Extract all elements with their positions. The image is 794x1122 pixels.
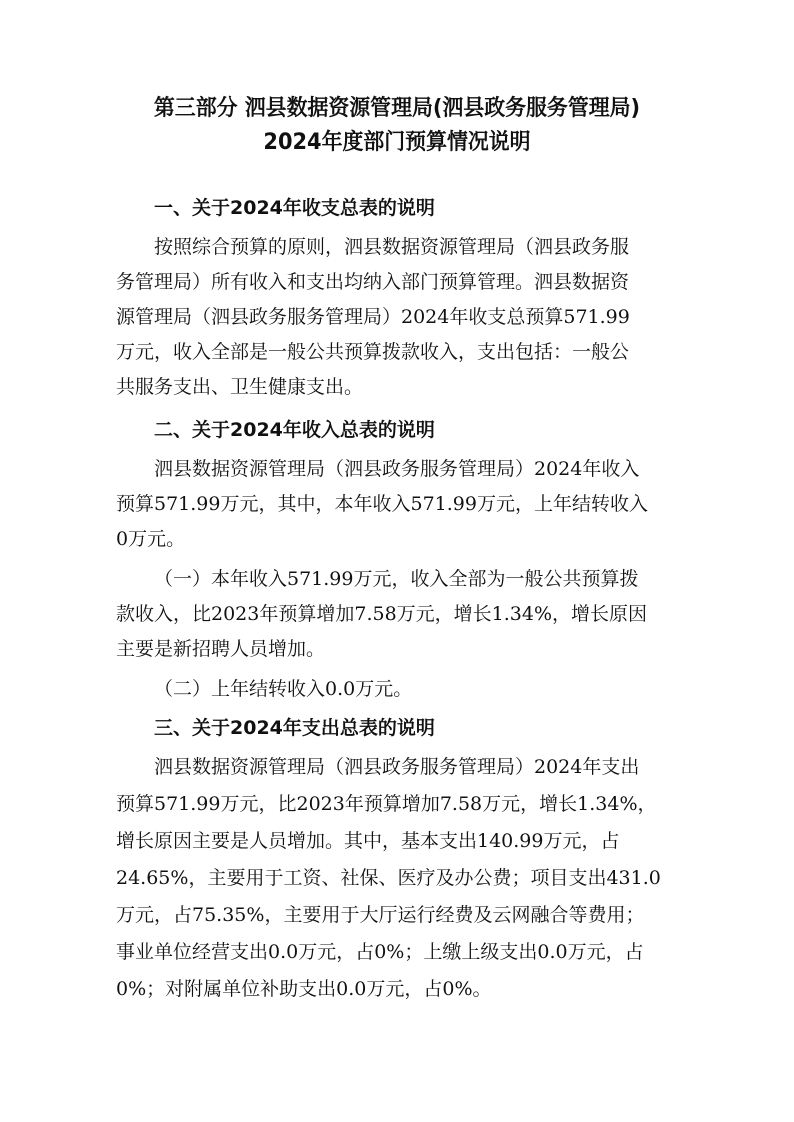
section-3-line: 增长原因主要是人员增加。其中，基本支出140.99万元，占 [116, 830, 620, 852]
section-2-line: 款收入，比2023年预算增加7.58万元，增长1.34%，增长原因 [116, 603, 648, 625]
section-2-line: 泗县数据资源管理局（泗县政务服务管理局）2024年收入 [154, 458, 640, 480]
section-3-line: 事业单位经营支出0.0万元，占0%；上缴上级支出0.0万元，占 [116, 941, 644, 963]
section-2-heading: 二、关于2024年收入总表的说明 [154, 419, 435, 441]
document-title-line-2: 2024年度部门预算情况说明 [263, 130, 531, 155]
document-title-line-1: 第三部分 泗县数据资源管理局(泗县政务服务管理局) [153, 96, 641, 121]
section-2-line: 0万元。 [116, 528, 186, 550]
section-2-line: 主要是新招聘人员增加。 [116, 638, 326, 660]
section-3-heading: 三、关于2024年支出总表的说明 [154, 717, 435, 739]
section-2-line: （一）本年收入571.99万元，收入全部为一般公共预算拨 [154, 568, 639, 590]
section-3-line: 24.65%，主要用于工资、社保、医疗及办公费；项目支出431.0 [116, 867, 661, 889]
section-1-line: 共服务支出、卫生健康支出。 [116, 376, 364, 398]
section-3-line: 万元，占75.35%，主要用于大厅运行经费及云网融合等费用； [116, 904, 645, 926]
section-3-line: 0%；对附属单位补助支出0.0万元，占0%。 [116, 978, 492, 1000]
section-1-line: 务管理局）所有收入和支出均纳入部门预算管理。泗县数据资 [116, 271, 630, 293]
section-2-line: 预算571.99万元，其中，本年收入571.99万元，上年结转收入 [116, 493, 648, 515]
section-3-line: 泗县数据资源管理局（泗县政务服务管理局）2024年支出 [154, 756, 640, 778]
section-3-line: 预算571.99万元，比2023年预算增加7.58万元，增长1.34%， [116, 793, 657, 815]
section-2-line: （二）上年结转收入0.0万元。 [154, 678, 413, 700]
section-1-line: 万元，收入全部是一般公共预算拨款收入，支出包括：一般公 [116, 341, 630, 363]
section-1-line: 按照综合预算的原则，泗县数据资源管理局（泗县政务服 [154, 236, 630, 258]
section-1-heading: 一、关于2024年收支总表的说明 [154, 197, 435, 219]
section-1-line: 源管理局（泗县政务服务管理局）2024年收支总预算571.99 [116, 306, 630, 328]
